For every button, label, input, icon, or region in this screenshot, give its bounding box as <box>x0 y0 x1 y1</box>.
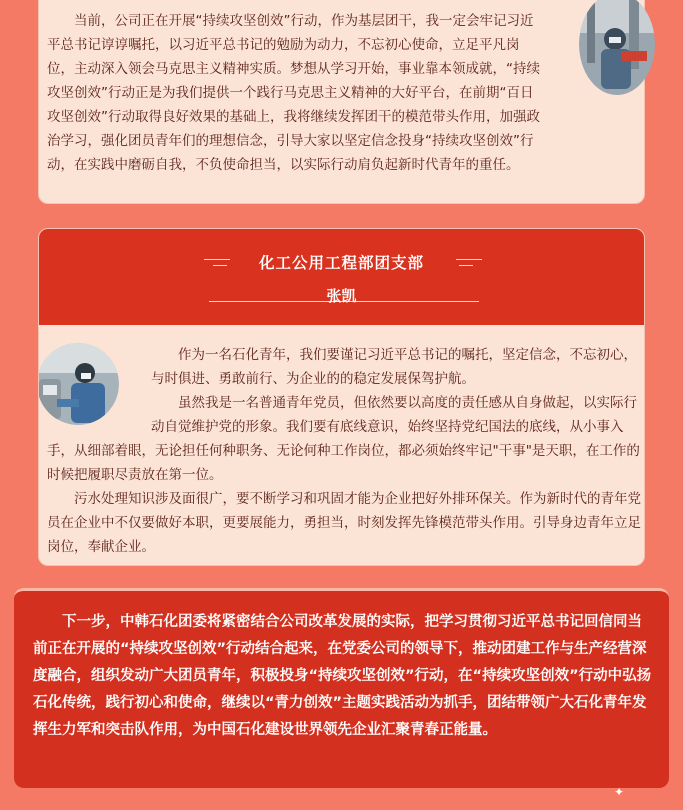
card2-paragraph-3: 污水处理知识涉及面很广，要不断学习和巩固才能为企业把好外排环保关。作为新时代的青年党员在企业中不仅要做好本职，更要展能力，勇担当，时刻发挥先锋模范带头作用。引导身边青年立足岗位，奉献企业。 <box>47 491 641 555</box>
card2-header <box>39 229 644 325</box>
sparkle-icon: ✦ <box>614 785 625 799</box>
testimony-card-2 <box>38 228 645 566</box>
card2-paragraph-2: 虽然我是一名普通青年党员，但依然要以高度的责任感从自身做起，以实际行动自觉维护党的形象。我们要有底线意识，始终坚持党纪国法的底线，从小事入手，从细部着眼，无论担任何种职务、无论何种工作岗位，都必须始终牢记"干事"是天职，在工作的时候把履职尽责放在第一位。 <box>47 395 640 483</box>
testimony-card-1 <box>38 0 645 204</box>
summary-paragraph: 下一步，中韩石化团委将紧密结合公司改革发展的实际，把学习贯彻习近平总书记回信同当前正在开展的“持续攻坚创效”行动结合起来，在党委公司的领导下，推动团建工作与生产经营深度融合，组织发动广大团员青年，积极投身“持续攻坚创效”行动，在“持续攻坚创效”行动中弘扬石化传统，践行初心和使命，继续以“青力创效”主题实践活动为抓手，团结带领广大石化青年发挥生力军和突击队作用，为中国石化建设世界领先企业汇聚青春正能量。 <box>33 614 652 738</box>
card1-text <box>47 9 545 177</box>
card2-text <box>47 343 644 559</box>
summary-panel <box>14 588 669 788</box>
summary-text <box>33 609 653 744</box>
photo-spacer <box>47 343 151 439</box>
department-title: 化工公用工程部团支部 <box>258 254 424 272</box>
person-name: 张凯 <box>326 287 357 305</box>
person-photo-icon <box>579 0 655 96</box>
card1-paragraph: 当前，公司正在开展“持续攻坚创效”行动，作为基层团干，我一定会牢记习近平总书记谆谆嘱托，以习近平总书记的勉励为动力，不忘初心使命，立足平凡岗位，主动深入领会马克思主义精神实质。梦想从学习开始，事业靠本领成就，“持续攻坚创效”行动正是为我们提供一个践行马克思主义精神的大好平台，在前期“百日攻坚创效”行动取得良好效果的基础上，我将继续发挥团干的模范带头作用，加强政治学习，强化团员青年们的理想信念，引导大家以坚定信念投身“持续攻坚创效”行动，在实践中磨砺自我，不负使命担当，以实际行动肩负起新时代青年的重任。 <box>47 13 540 173</box>
card2-paragraph-1: 作为一名石化青年，我们要谨记习近平总书记的嘱托，坚定信念，不忘初心，与时俱进、勇敢前行、为企业的的稳定发展保驾护航。 <box>151 347 637 387</box>
